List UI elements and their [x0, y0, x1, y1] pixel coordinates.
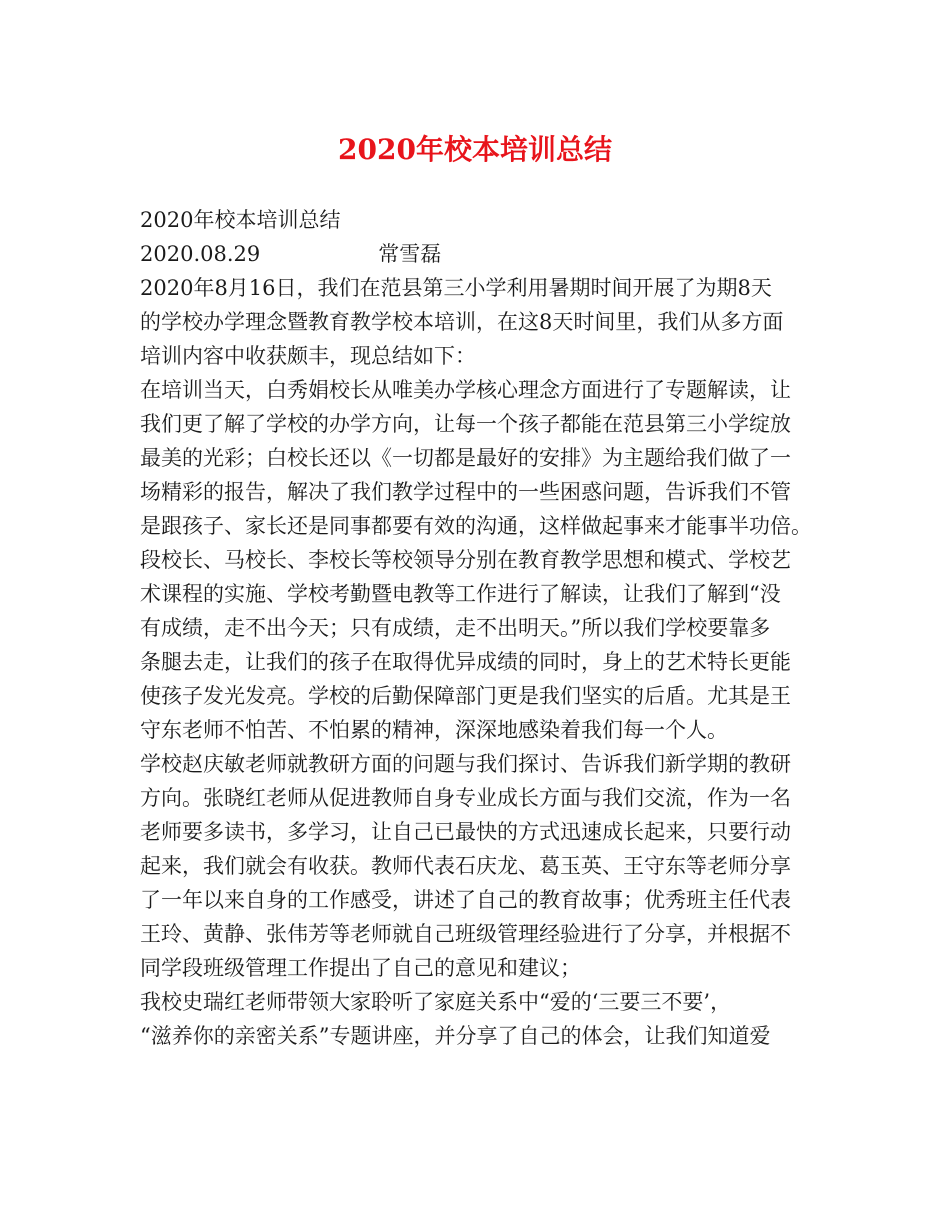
- paragraph-line: 2020年8月16日，我们在范县第三小学利用暑期时间开展了为期8天: [140, 276, 772, 300]
- paragraph-line: 我们更了解了学校的办学方向，让每一个孩子都能在范县第三小学绽放: [140, 412, 791, 436]
- paragraph-line: 学校赵庆敏老师就教研方面的问题与我们探讨、告诉我们新学期的教研: [140, 752, 791, 776]
- paragraph-line: 使孩子发光发亮。学校的后勤保障部门更是我们坚实的后盾。尤其是王: [140, 684, 791, 708]
- document-author: 常雪磊: [378, 242, 442, 266]
- paragraph-line: 场精彩的报告，解决了我们教学过程中的一些困惑问题，告诉我们不管: [140, 480, 791, 504]
- document-subtitle: 2020年校本培训总结: [140, 208, 341, 232]
- paragraph-line: 最美的光彩；白校长还以《一切都是最好的安排》为主题给我们做了一: [140, 446, 791, 470]
- date-author-line: [140, 237, 830, 271]
- paragraph-line: 我校史瑞红老师带领大家聆听了家庭关系中“爱的‘三要三不要’，: [140, 990, 732, 1014]
- paragraph-line: 段校长、马校长、李校长等校领导分别在教育教学思想和模式、学校艺: [140, 548, 791, 572]
- paragraph-line: 是跟孩子、家长还是同事都要有效的沟通，这样做起事来才能事半功倍。: [140, 514, 812, 538]
- document-title: 2020年校本培训总结: [338, 133, 612, 166]
- document-date: 2020.08.29: [140, 242, 261, 266]
- paragraph-line: 条腿去走，让我们的孩子在取得优异成绩的同时，身上的艺术特长更能: [140, 650, 791, 674]
- paragraph-line: 了一年以来自身的工作感受，讲述了自己的教育故事；优秀班主任代表: [140, 888, 791, 912]
- paragraph-line: “滋养你的亲密关系”专题讲座，并分享了自己的体会，让我们知道爱: [140, 1024, 771, 1048]
- paragraph-line: 培训内容中收获颇丰，现总结如下：: [140, 344, 476, 368]
- paragraph-line: 起来，我们就会有收获。教师代表石庆龙、葛玉英、王守东等老师分享: [140, 854, 791, 878]
- paragraph-line: 方向。张晓红老师从促进教师自身专业成长方面与我们交流，作为一名: [140, 786, 791, 810]
- paragraph-line: 在培训当天，白秀娟校长从唯美办学核心理念方面进行了专题解读，让: [140, 378, 791, 402]
- paragraph-line: 有成绩，走不出今天；只有成绩，走不出明天。”所以我们学校要靠多: [140, 616, 771, 640]
- paragraph-line: 老师要多读书，多学习，让自己已最快的方式迅速成长起来，只要行动: [140, 820, 791, 844]
- paragraph-line: 术课程的实施、学校考勤暨电教等工作进行了解读，让我们了解到“没: [140, 582, 781, 606]
- paragraph-line: 守东老师不怕苦、不怕累的精神，深深地感染着我们每一个人。: [140, 718, 728, 742]
- document-body: [140, 203, 830, 1053]
- paragraph-line: 同学段班级管理工作提出了自己的意见和建议；: [140, 956, 581, 980]
- paragraph-line: 王玲、黄静、张伟芳等老师就自己班级管理经验进行了分享，并根据不: [140, 922, 791, 946]
- paragraph-line: 的学校办学理念暨教育教学校本培训，在这8天时间里，我们从多方面: [140, 310, 784, 334]
